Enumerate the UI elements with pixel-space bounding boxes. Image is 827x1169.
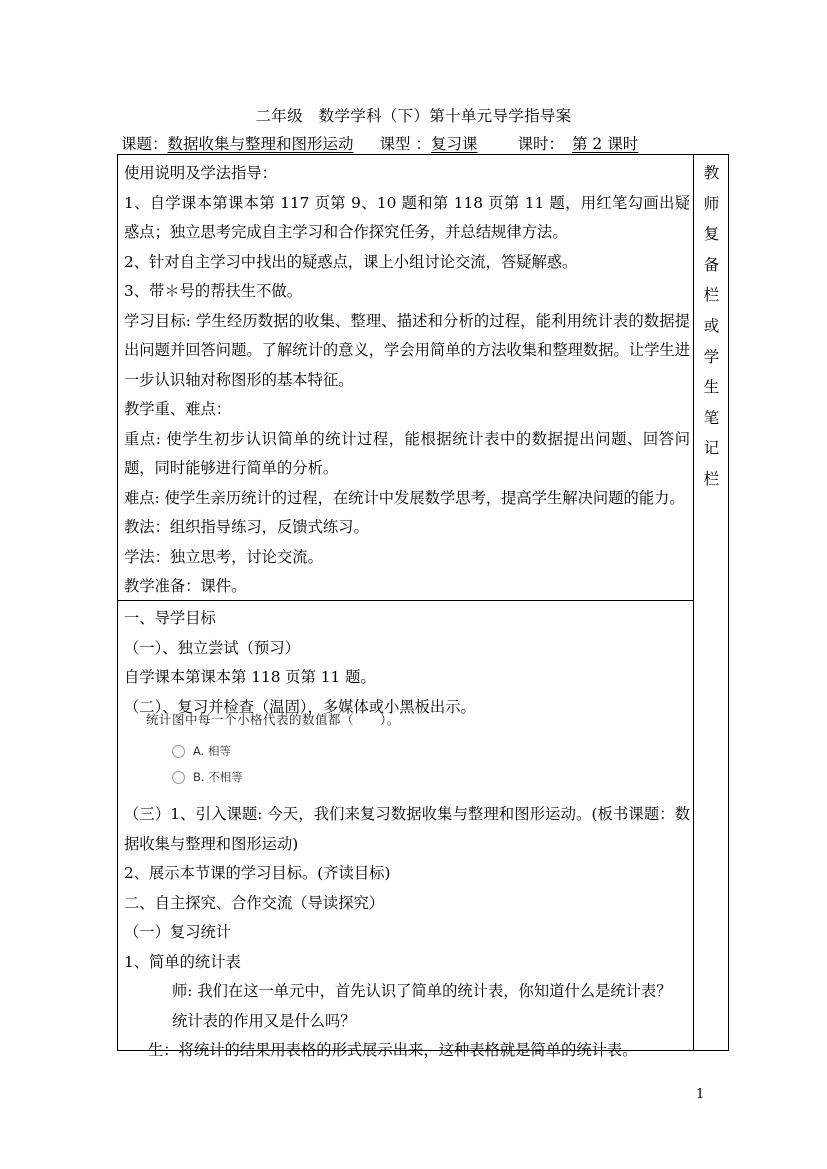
page-number: 1 — [696, 1087, 705, 1102]
key-points-heading: 教学重、难点： — [124, 400, 232, 418]
section-heading: 一、导学目标 — [124, 609, 216, 627]
side-char: 学 — [703, 347, 720, 366]
teaching-preparation: 教学准备：课件。 — [124, 577, 247, 595]
side-char: 笔 — [703, 408, 720, 427]
side-char: 栏 — [703, 469, 720, 488]
body-line: 1、简单的统计表 — [124, 952, 241, 971]
topic-label: 课题： — [121, 135, 168, 153]
side-char: 或 — [703, 316, 720, 335]
side-char: 生 — [703, 378, 720, 397]
body-line: 2、展示本节课的学习目标。(齐读目标) — [124, 864, 391, 882]
subsection-heading: （一）复习统计 — [124, 923, 232, 941]
quiz-question: 统计图中每一个小格代表的数值都（ ）。 — [146, 712, 400, 727]
subsection-heading: （二）、复习并检查（温固），多媒体或小黑板出示。 — [124, 697, 476, 716]
student-line: 生：将统计的结果用表格的形式展示出来，这种表格就是简单的统计表。 — [148, 1041, 638, 1059]
instructions-section — [124, 159, 690, 602]
quiz-option-label: B. 不相等 — [193, 770, 243, 784]
instruction-item: 3、带＊号的帮扶生不做。 — [124, 282, 302, 300]
side-char: 师 — [703, 194, 720, 213]
period-value: 第 2 课时 — [572, 135, 639, 153]
quiz-option-b[interactable] — [172, 764, 686, 790]
teaching-method: 教法：组织指导练习，反馈式练习。 — [124, 518, 369, 536]
difficult-point: 难点: 使学生亲历统计的过程，在统计中发展数学思考，提高学生解决问题的能力。 — [124, 488, 685, 507]
side-char: 栏 — [703, 286, 720, 305]
body-line: 自学课本第课本第 118 页第 11 题。 — [124, 668, 376, 686]
side-char: 备 — [703, 255, 720, 274]
teacher-notes-column — [694, 158, 729, 495]
period-label: 课时： — [517, 135, 564, 153]
guide-section-top — [124, 604, 690, 722]
body-line: （三）1、引入课题: 今天，我们来复习数据收集与整理和图形运动。(板书课题：数据收集与整理和图形运动) — [124, 805, 690, 853]
side-char: 复 — [703, 225, 720, 244]
side-char: 记 — [703, 439, 720, 458]
section-heading: 二、自主探究、合作交流（导读探究） — [124, 893, 385, 912]
topic-value: 数据收集与整理和图形运动 — [167, 135, 354, 153]
learning-method: 学法：独立思考，讨论交流。 — [124, 547, 323, 566]
side-char: 教 — [703, 164, 720, 182]
radio-icon[interactable] — [172, 745, 185, 758]
type-value: 复习课 — [430, 135, 478, 153]
instructions-heading: 使用说明及学法指导： — [124, 164, 277, 182]
type-label: 课型 ： — [379, 135, 431, 153]
instruction-item: 1、自学课本第课本第 117 页第 9、10 题和第 118 页第 11 题，用红笔勾画出疑惑点；独立思考完成自主学习和合作探究任务，并总结规律方法。 — [124, 193, 690, 241]
teacher-line-continued: 统计表的作用又是什么吗？ — [172, 1011, 356, 1030]
quiz-option-a[interactable] — [172, 738, 686, 764]
quiz-image — [146, 710, 686, 790]
quiz-option-label: A. 相等 — [193, 744, 231, 758]
learning-goals: 学习目标: 学生经历数据的收集、整理、描述和分析的过程，能利用统计表的数据提出问题并回答问题。了解统计的意义，学会用简单的方法收集和整理数据。让学生进一步认识轴对称图形的基本特征。 — [124, 311, 690, 389]
subsection-heading: （一）、独立尝试（预习） — [124, 638, 300, 657]
document-title: 二年级 数学学科（下）第十单元导学指导案 — [255, 107, 572, 125]
radio-icon[interactable] — [172, 771, 185, 784]
teacher-line: 师: 我们在这一单元中，首先认识了简单的统计表，你知道什么是统计表？ — [172, 982, 672, 1000]
guide-section-bottom — [124, 800, 690, 1066]
lesson-info-line — [121, 132, 731, 154]
instruction-item: 2、针对自主学习中找出的疑惑点，课上小组讨论交流，答疑解惑。 — [124, 252, 578, 271]
key-point: 重点: 使学生初步认识简单的统计过程，能根据统计表中的数据提出问题、回答问题，同时能够进行简单的分析。 — [124, 429, 690, 477]
